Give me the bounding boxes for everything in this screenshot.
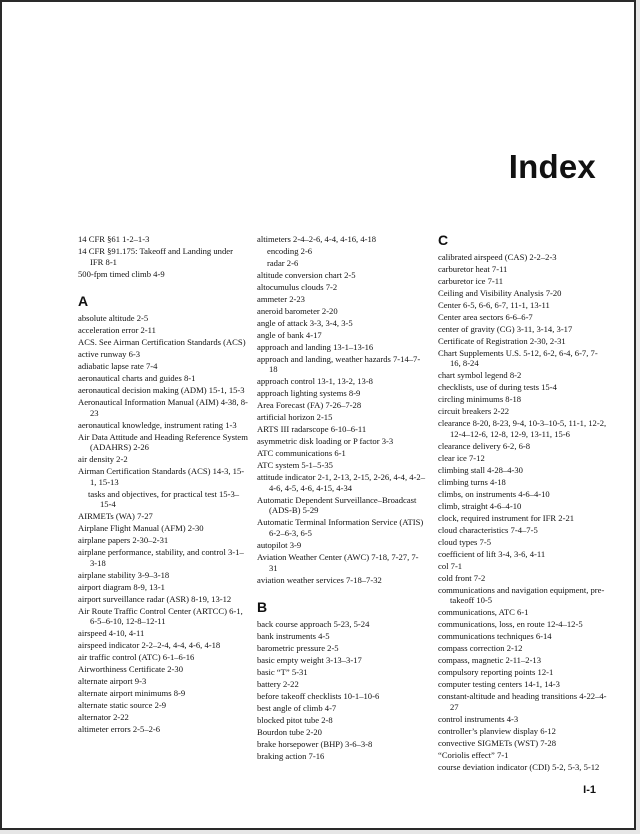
index-entry: airspeed indicator 2-2–2-4, 4-4, 4-6, 4-18 xyxy=(78,640,221,651)
section-letter-heading: B xyxy=(257,599,268,616)
index-column-1 xyxy=(78,234,248,736)
index-entry: braking action 7-16 xyxy=(257,751,325,762)
index-entry: Center 6-5, 6-6, 6-7, 11-1, 13-11 xyxy=(438,299,550,310)
index-entry: alternate airport minimums 8-9 xyxy=(78,688,186,699)
index-entry: compulsory reporting points 12-1 xyxy=(438,667,554,678)
index-entry: Aviation Weather Center (AWC) 7-18, 7-27, 7-31 xyxy=(257,552,419,573)
index-entry: circling minimums 8-18 xyxy=(438,394,522,405)
index-entry: aviation weather services 7-18–7-32 xyxy=(257,574,382,585)
index-entry: cloud types 7-5 xyxy=(438,536,491,547)
index-entry: climbing turns 4-18 xyxy=(438,476,506,487)
index-entry: calibrated airspeed (CAS) 2-2–2-3 xyxy=(438,252,557,262)
index-entry: communications, ATC 6-1 xyxy=(438,607,529,618)
index-entry: basic “T” 5-31 xyxy=(257,667,308,678)
index-entry: Air Data Attitude and Heading Reference System (ADAHRS) 2-26 xyxy=(78,431,248,453)
section-letter-heading: C xyxy=(438,232,449,248)
index-entry: compass correction 2-12 xyxy=(438,643,523,654)
index-entry: airplane stability 3-9–3-18 xyxy=(78,569,170,580)
index-entry: ATC communications 6-1 xyxy=(257,448,346,459)
index-entry: center of gravity (CG) 3-11, 3-14, 3-17 xyxy=(438,323,573,334)
index-entry: ACS. See Airman Certification Standards (ACS) xyxy=(78,337,246,348)
index-entry: alternator 2-22 xyxy=(78,712,129,723)
index-entry: altimeter errors 2-5–2-6 xyxy=(78,724,161,735)
index-entry: autopilot 3-9 xyxy=(257,540,302,551)
index-entry: artificial horizon 2-15 xyxy=(257,412,333,423)
index-entry: aneroid barometer 2-20 xyxy=(257,305,338,316)
index-entry: ARTS III radarscope 6-10–6-11 xyxy=(257,424,367,435)
page-number: I-1 xyxy=(583,784,596,796)
index-entry: climbing stall 4-28–4-30 xyxy=(438,464,523,475)
index-entry: active runway 6-3 xyxy=(78,349,141,360)
index-entry: constant-altitude and heading transitions 4-22–4-27 xyxy=(438,691,607,712)
index-entry: Ceiling and Visibility Analysis 7-20 xyxy=(438,287,562,298)
index-entry: before takeoff checklists 10-1–10-6 xyxy=(257,691,380,702)
index-entry: approach and landing, weather hazards 7-14–7-18 xyxy=(257,353,421,375)
index-column-2 xyxy=(257,234,427,763)
index-entry: Center area sectors 6-6–6-7 xyxy=(438,311,533,322)
index-entry: alternate static source 2-9 xyxy=(78,700,167,711)
index-entry: ammeter 2-23 xyxy=(257,293,305,304)
index-entry: approach lighting systems 8-9 xyxy=(257,388,361,399)
index-entry: approach control 13-1, 13-2, 13-8 xyxy=(257,376,373,387)
index-subentry: encoding 2-6 xyxy=(267,245,313,256)
index-entry: carburetor heat 7-11 xyxy=(438,263,508,274)
index-entry: brake horsepower (BHP) 3-6–3-8 xyxy=(257,739,373,750)
index-entry: air traffic control (ATC) 6-1–6-16 xyxy=(78,652,195,663)
index-entry: clock, required instrument for IFR 2-21 xyxy=(438,512,575,523)
index-entry: Certificate of Registration 2-30, 2-31 xyxy=(438,335,566,346)
index-entry: col 7-1 xyxy=(438,560,463,571)
index-entry: compass, magnetic 2-11–2-13 xyxy=(438,655,542,666)
index-entry: Automatic Dependent Surveillance–Broadcast (ADS-B) 5-29 xyxy=(257,494,417,516)
index-entry: airport surveillance radar (ASR) 8-19, 13-12 xyxy=(78,593,232,604)
index-entry: Area Forecast (FA) 7-26–7-28 xyxy=(257,400,362,411)
index-entry: course deviation indicator (CDI) 5-2, 5-3, 5-12 xyxy=(438,761,600,772)
index-entry: control instruments 4-3 xyxy=(438,713,519,724)
index-entry: clear ice 7-12 xyxy=(438,452,485,463)
index-entry: air density 2-2 xyxy=(78,454,128,465)
index-entry: 14 CFR §61 1-2–1-3 xyxy=(78,234,150,244)
index-entry: airspeed 4-10, 4-11 xyxy=(78,628,145,639)
index-entry: Airworthiness Certificate 2-30 xyxy=(78,664,184,675)
index-entry: approach and landing 13-1–13-16 xyxy=(257,341,374,352)
index-entry: blocked pitot tube 2-8 xyxy=(257,715,333,726)
index-subentry: tasks and objectives, for practical test 15-3–15-4 xyxy=(88,488,240,510)
index-entry: climbs, on instruments 4-6–4-10 xyxy=(438,488,550,499)
index-entry: absolute altitude 2-5 xyxy=(78,313,149,324)
section-letter-heading: A xyxy=(78,293,89,310)
index-entry: airplane performance, stability, and control 3-1–3-18 xyxy=(78,547,244,568)
index-entry: airplane papers 2-30–2-31 xyxy=(78,535,169,546)
index-entry: Bourdon tube 2-20 xyxy=(257,727,322,738)
index-entry: asymmetric disk loading or P factor 3-3 xyxy=(257,436,394,447)
index-entry: controller’s planview display 6-12 xyxy=(438,725,556,736)
index-entry: AIRMETs (WA) 7-27 xyxy=(78,511,153,522)
index-entry: Chart Supplements U.S. 5-12, 6-2, 6-4, 6-7, 7-16, 8-24 xyxy=(438,347,598,369)
index-entry: acceleration error 2-11 xyxy=(78,325,156,336)
index-entry: clearance delivery 6-2, 6-8 xyxy=(438,440,531,451)
index-entry: Automatic Terminal Information Service (ATIS) 6-2–6-3, 6-5 xyxy=(257,517,424,539)
index-entry: “Coriolis effect” 7-1 xyxy=(438,749,509,760)
index-column-3 xyxy=(438,232,608,774)
index-entry: 500-fpm timed climb 4-9 xyxy=(78,268,165,279)
index-entry: ATC system 5-1–5-35 xyxy=(257,460,333,471)
index-entry: attitude indicator 2-1, 2-13, 2-15, 2-26, 4-4, 4-2–4-6, 4-5, 4-6, 4-15, 4-34 xyxy=(257,472,426,493)
page-title: Index xyxy=(508,148,596,185)
index-entry: bank instruments 4-5 xyxy=(257,631,330,642)
index-entry: altitude conversion chart 2-5 xyxy=(257,269,356,280)
index-entry: back course approach 5-23, 5-24 xyxy=(257,619,370,630)
index-entry: best angle of climb 4-7 xyxy=(257,703,337,714)
index-entry: alternate airport 9-3 xyxy=(78,676,147,687)
index-entry: communications, loss, en route 12-4–12-5 xyxy=(438,619,583,630)
index-entry: aeronautical charts and guides 8-1 xyxy=(78,373,196,384)
index-entry: circuit breakers 2-22 xyxy=(438,406,510,417)
index-entry: coefficient of lift 3-4, 3-6, 4-11 xyxy=(438,548,546,559)
index-entry: communications and navigation equipment, pre-takeoff 10-5 xyxy=(438,584,605,606)
index-entry: clearance 8-20, 8-23, 9-4, 10-3–10-5, 11-1, 12-2, 12-4–12-6, 12-8, 12-9, 13-11, 15-6 xyxy=(438,418,607,439)
index-entry: chart symbol legend 8-2 xyxy=(438,370,522,381)
index-entry: Aeronautical Information Manual (AIM) 4-38, 8-23 xyxy=(78,397,248,418)
index-entry: basic empty weight 3-13–3-17 xyxy=(257,655,362,666)
index-entry: convective SIGMETs (WST) 7-28 xyxy=(438,737,557,748)
index-entry: cloud characteristics 7-4–7-5 xyxy=(438,524,538,535)
index-entry: 14 CFR §91.175: Takeoff and Landing under IFR 8-1 xyxy=(78,245,233,267)
index-entry: checklists, use of during tests 15-4 xyxy=(438,382,557,393)
index-entry: altocumulus clouds 7-2 xyxy=(257,281,338,292)
index-entry: barometric pressure 2-5 xyxy=(257,643,339,654)
index-entry: communications techniques 6-14 xyxy=(438,631,552,642)
index-entry: computer testing centers 14-1, 14-3 xyxy=(438,679,560,690)
index-entry: aeronautical knowledge, instrument rating 1-3 xyxy=(78,419,237,430)
index-entry: Airplane Flight Manual (AFM) 2-30 xyxy=(78,523,204,534)
index-entry: cold front 7-2 xyxy=(438,572,486,583)
index-entry: aeronautical decision making (ADM) 15-1, 15-3 xyxy=(78,385,245,396)
index-entry: altimeters 2-4–2-6, 4-4, 4-16, 4-18 xyxy=(257,234,377,244)
index-subentry: radar 2-6 xyxy=(267,257,299,268)
index-entry: airport diagram 8-9, 13-1 xyxy=(78,581,165,592)
index-entry: Airman Certification Standards (ACS) 14-3, 15-1, 15-13 xyxy=(78,466,245,487)
index-entry: Air Route Traffic Control Center (ARTCC) 6-1, 6-5–6-10, 12-8–12-11 xyxy=(78,605,243,627)
index-entry: carburetor ice 7-11 xyxy=(438,275,504,286)
index-entry: climb, straight 4-6–4-10 xyxy=(438,500,522,511)
index-entry: angle of attack 3-3, 3-4, 3-5 xyxy=(257,317,353,328)
index-entry: adiabatic lapse rate 7-4 xyxy=(78,361,158,372)
index-entry: battery 2-22 xyxy=(257,679,299,690)
index-entry: angle of bank 4-17 xyxy=(257,329,322,340)
